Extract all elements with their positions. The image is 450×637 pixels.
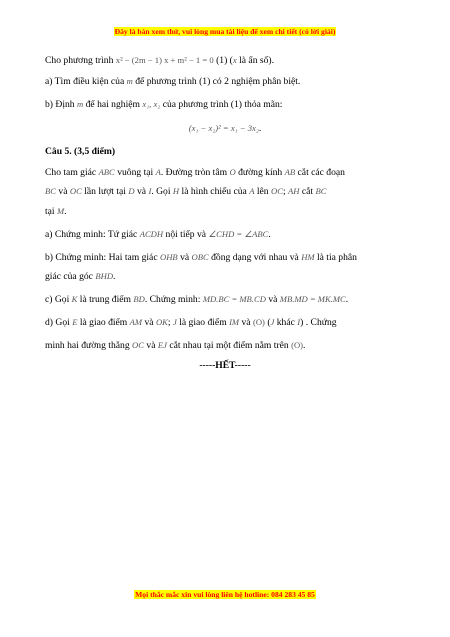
text-fragment: AB — [284, 167, 296, 177]
text-fragment: tại — [45, 206, 55, 217]
text-fragment: đường kính — [238, 167, 283, 178]
text-fragment: để phương trình (1) có 2 nghiệm phân biệt. — [135, 76, 301, 87]
text-fragment: J — [173, 317, 177, 327]
text-fragment: a) Chứng minh: Tứ giác — [45, 229, 138, 240]
text-fragment: EJ — [157, 340, 167, 350]
text-fragment: là trung điểm — [79, 294, 131, 305]
text-fragment: . — [64, 206, 67, 217]
text-fragment: d) Gọi — [45, 317, 70, 328]
text-fragment: ; — [282, 186, 286, 197]
text-fragment: và — [146, 340, 156, 351]
text-fragment: (1) ( — [216, 55, 233, 66]
text-fragment: MD.BC = MB.CD — [202, 294, 266, 304]
text-fragment: cắt — [301, 186, 314, 197]
text-fragment: OC — [132, 340, 144, 350]
text-fragment: . — [268, 229, 271, 240]
q5-part-d-line-1 — [45, 316, 337, 329]
text-fragment: là hình chiếu của — [181, 186, 247, 197]
hotline-text: Mọi thắc mắc xin vui lòng liên hệ hotline: 084 283 45 85 — [135, 590, 315, 599]
q5-part-b-line-2 — [45, 270, 115, 283]
text-fragment: D — [128, 186, 135, 196]
q5-part-d-line-2 — [45, 339, 305, 352]
text-fragment: lên — [256, 186, 269, 197]
text-fragment: OC — [69, 186, 82, 196]
q4-part-a — [45, 75, 300, 88]
text-fragment: để hai nghiệm — [85, 99, 140, 110]
text-fragment: AH — [288, 186, 300, 196]
text-fragment: m — [126, 76, 133, 86]
text-fragment: BC — [315, 186, 327, 196]
text-fragment: ( — [267, 317, 271, 328]
text-fragment: khác — [276, 317, 295, 328]
text-fragment: Cho tam giác — [45, 167, 97, 178]
text-fragment: là giao điểm — [79, 317, 128, 328]
q4-condition — [0, 122, 450, 135]
q4-part-b — [45, 98, 282, 111]
text-fragment: b) Định — [45, 99, 75, 110]
q5-line-2 — [45, 185, 326, 198]
text-fragment: x — [232, 55, 237, 65]
text-fragment: lần lượt tại — [84, 186, 126, 197]
text-fragment: BD — [133, 294, 145, 304]
text-fragment: minh hai đường thẳng — [45, 340, 130, 351]
text-fragment: là ẩn số). — [239, 55, 275, 66]
text-fragment: H — [172, 186, 180, 196]
text-fragment: và — [268, 294, 278, 305]
text-fragment: AM — [129, 317, 143, 327]
text-fragment: OC — [271, 186, 283, 196]
text-fragment: và — [241, 317, 251, 328]
text-fragment: m — [76, 99, 84, 109]
text-fragment: x₁, x₂ — [142, 99, 161, 109]
text-fragment: . — [258, 123, 262, 134]
q5-line-3 — [45, 205, 67, 218]
text-fragment: A — [249, 186, 255, 196]
end-marker: -----HẾT----- — [199, 360, 251, 371]
text-fragment: đồng dạng với nhau và — [211, 252, 299, 263]
q5-part-a — [45, 228, 271, 241]
text-fragment: giác của góc — [45, 271, 93, 282]
text-fragment: c) Gọi — [45, 294, 70, 305]
text-fragment: Cho phương trình — [45, 55, 114, 66]
text-fragment: ACDH — [139, 229, 164, 239]
text-fragment: OHB — [159, 252, 178, 262]
text-fragment: M — [57, 206, 65, 216]
text-fragment: ; — [167, 317, 171, 328]
text-fragment: (O) — [252, 317, 265, 327]
text-fragment: ∠CHD = ∠ABC — [208, 229, 269, 239]
text-fragment: O — [229, 167, 236, 177]
q5-line-1 — [45, 166, 345, 179]
text-fragment: là giao điểm — [179, 317, 227, 328]
text-fragment: I — [297, 317, 301, 327]
text-fragment: K — [71, 294, 78, 304]
q5-title: Câu 5. (3,5 điểm) — [45, 146, 116, 157]
q5-part-c — [45, 293, 348, 306]
q4-statement — [45, 54, 274, 67]
text-fragment: và — [136, 186, 147, 197]
text-fragment: là tia phân — [316, 252, 357, 263]
text-fragment: ) . Chứng — [300, 317, 337, 328]
text-fragment: . — [345, 294, 349, 305]
text-fragment: IM — [229, 317, 240, 327]
preview-notice-text: Đây là bản xem thử, vui lòng mua tài liệu để xem chi tiết (có lời giải) — [114, 27, 336, 36]
text-fragment: I — [148, 186, 152, 196]
text-fragment: . Chứng minh: — [144, 294, 201, 305]
text-fragment: A — [155, 167, 161, 177]
preview-notice-banner — [0, 27, 450, 36]
text-fragment: . — [303, 340, 306, 351]
text-fragment: của phương trình (1) thỏa mãn: — [162, 99, 283, 110]
text-fragment: a) Tìm điều kiện của — [45, 76, 125, 87]
text-fragment: E — [72, 317, 78, 327]
text-fragment: b) Chứng minh: Hai tam giác — [45, 252, 158, 263]
text-fragment: và — [144, 317, 154, 328]
text-fragment: BHD — [95, 271, 114, 281]
text-fragment: và — [180, 252, 190, 263]
text-fragment: và — [58, 186, 68, 197]
text-fragment: . — [113, 271, 116, 282]
text-fragment: (x₁ − x₂)² = x₁ − 3x₂ — [188, 123, 259, 133]
text-fragment: ABC — [98, 167, 115, 177]
text-fragment: BC — [45, 186, 56, 196]
text-fragment: MB.MD = MK.MC — [279, 294, 346, 304]
text-fragment: HM — [301, 252, 315, 262]
text-fragment: cắt các đoạn — [297, 167, 345, 178]
hotline-footer — [0, 590, 450, 599]
text-fragment: . Đường tròn tâm — [160, 167, 228, 178]
text-fragment: J — [270, 317, 275, 327]
text-fragment: cắt nhau tại một điểm nằm trên — [169, 340, 289, 351]
text-fragment: vuông tại — [117, 167, 154, 178]
equation: x² − (2m − 1) x + m² − 1 = 0 — [115, 55, 214, 65]
q5-part-b-line-1 — [45, 251, 357, 264]
text-fragment: nội tiếp và — [165, 229, 207, 240]
text-fragment: . Gọi — [151, 186, 171, 197]
text-fragment: OK — [155, 317, 168, 327]
text-fragment: (O) — [291, 340, 304, 350]
text-fragment: OBC — [191, 252, 209, 262]
